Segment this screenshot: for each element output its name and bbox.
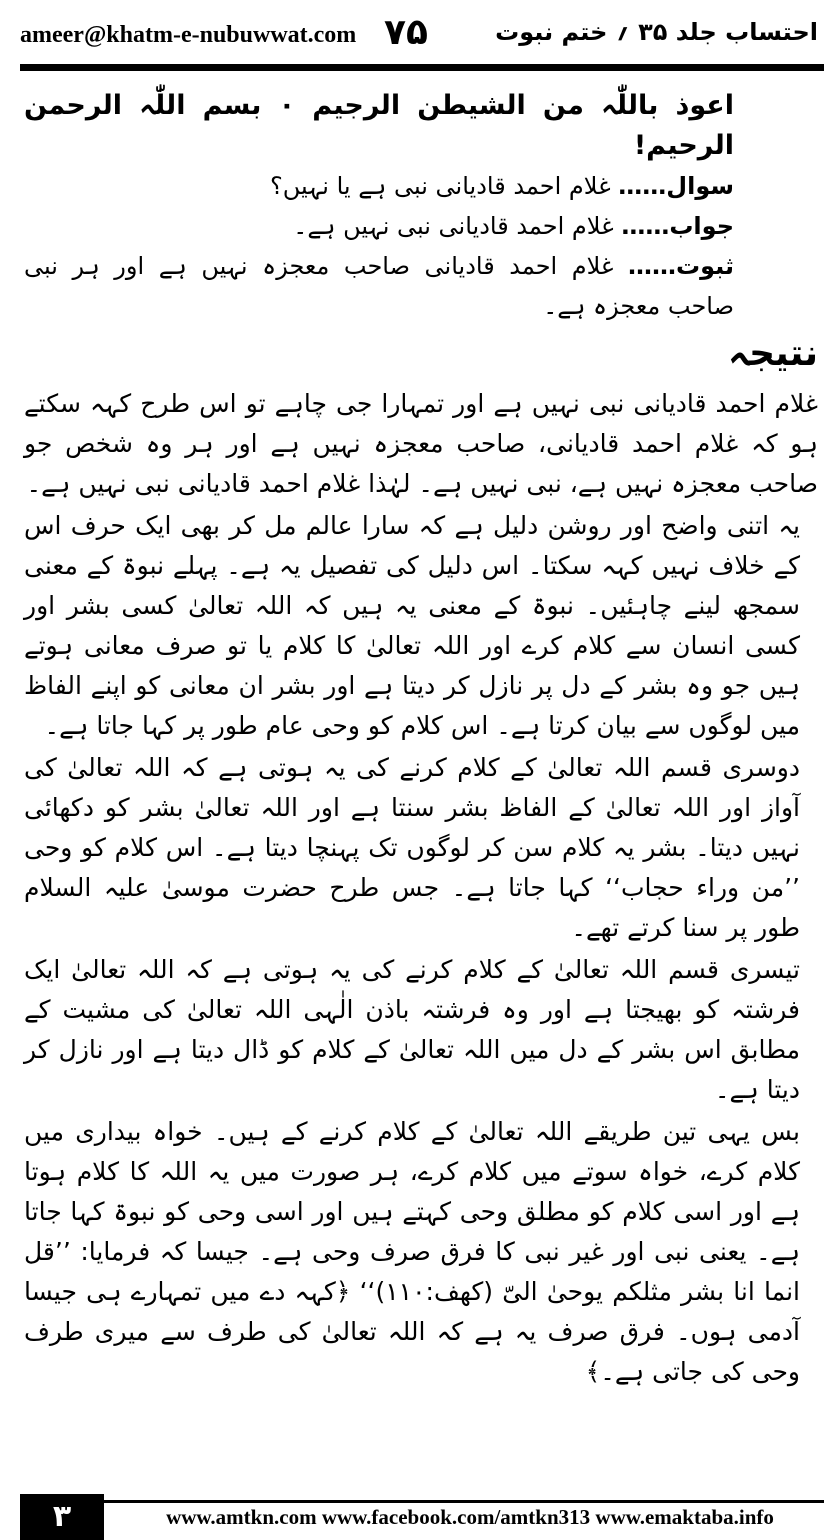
section-heading: نتیجہ xyxy=(728,333,818,374)
paragraph-2: یہ اتنی واضح اور روشن دلیل ہے کہ سارا عالم مل کر بھی ایک حرف اس کے خلاف نہیں کہہ سکتا۔ اس دلیل کی تفصیل یہ ہے۔ پہلے نبوۃ کے معنی سمجھ لینے چاہئیں۔ نبوۃ کے معنی یہ ہیں کہ اللہ تعالیٰ کسی بشر اور کسی انسان سے کلام کرے اور اللہ تعالیٰ کا کلام یا تو صرف معانی ہوتے ہیں جو وہ بشر کے دل پر نازل کر دیتا ہے اور بشر ان معانی کو اپنے الفاظ میں لوگوں سے بیان کرتا ہے۔ اس کلام کو وحی عام طور پر کہا جاتا ہے۔ xyxy=(24,511,800,740)
book-title: احتساب جلد ۳۵ ؍ ختم نبوت xyxy=(495,18,818,46)
header-email: ameer@khatm-e-nubuwwat.com xyxy=(20,22,357,48)
page-number: ۷۵ xyxy=(384,12,428,53)
paragraph-5: بس یہی تین طریقے اللہ تعالیٰ کے کلام کرنے کے ہیں۔ خواہ بیداری میں کلام کرے، خواہ سوتے میں کلام کرے، ہر صورت میں یہ اللہ کا کلام ہوتا ہے اور اسی کلام کو مطلق وحی کہتے ہیں اور اسی وحی کو نبوۃ کہا جاتا ہے۔ یعنی نبی اور غیر نبی کا فرق صرف وحی ہے۔ جیسا کہ فرمایا: ’’قل انما انا بشر مثلکم یوحیٰ الیّ (کھف:۱۱۰)‘‘ ﴿کہہ دے میں تمہارے ہی جیسا آدمی ہوں۔ فرق صرف یہ ہے کہ اللہ تعالیٰ کی طرف سے میری طرف وحی کی جاتی ہے۔﴾ xyxy=(24,1117,800,1386)
proof-label: ثبوت…… xyxy=(628,252,734,280)
footer-links: www.amtkn.com www.facebook.com/amtkn313 www.emaktaba.info xyxy=(166,1505,774,1529)
answer-text: غلام احمد قادیانی نبی نہیں ہے۔ xyxy=(293,212,614,240)
answer-label: جواب…… xyxy=(621,212,734,240)
footer-page-box: ۳ xyxy=(20,1494,104,1540)
question-line xyxy=(24,166,818,206)
page-header xyxy=(0,0,840,70)
page-body xyxy=(24,86,818,1392)
proof-line xyxy=(24,246,818,326)
question-text: غلام احمد قادیانی نبی ہے یا نہیں؟ xyxy=(269,172,611,200)
question-label: سوال…… xyxy=(618,172,734,200)
paragraph-3: دوسری قسم اللہ تعالیٰ کے کلام کرنے کی یہ ہوتی ہے کہ اللہ تعالیٰ کی آواز اور اللہ تعالیٰ کے الفاظ بشر سنتا ہے اور اللہ تعالیٰ بشر کو دکھائی نہیں دیتا۔ بشر یہ کلام سن کر لوگوں تک پہنچا دیتا ہے۔ اس کلام کو وحی ’’من وراء حجاب‘‘ کہا جاتا ہے۔ جس طرح حضرت موسیٰ علیہ السلام طور پر سنا کرتے تھے۔ xyxy=(24,753,800,942)
answer-line xyxy=(24,206,818,246)
header-rule xyxy=(20,64,824,71)
bismillah-line: اعوذ باللّٰہ من الشیطن الرجیم ۰ بسم اللّٰہ الرحمن الرحیم! xyxy=(24,90,734,161)
proof-text: غلام احمد قادیانی صاحب معجزہ نہیں ہے اور ہر نبی صاحب معجزہ ہے۔ xyxy=(24,252,734,320)
footer-rule xyxy=(20,1500,824,1503)
paragraph-1: غلام احمد قادیانی نبی نہیں ہے اور تمہارا جی چاہے تو اس طرح کہہ سکتے ہو کہ غلام احمد قادیانی، صاحب معجزہ نہیں ہے اور ہر وہ شخص جو صاحب معجزہ نہیں ہے، نبی نہیں ہے۔ لہٰذا غلام احمد قادیانی نبی نہیں ہے۔ xyxy=(24,389,818,498)
paragraph-4: تیسری قسم اللہ تعالیٰ کے کلام کرنے کی یہ ہوتی ہے کہ اللہ تعالیٰ ایک فرشتہ کو بھیجتا ہے اور وہ فرشتہ باذن الٰہی اللہ تعالیٰ کی مشیت کے مطابق اس بشر کے دل میں اللہ تعالیٰ کے کلام کو ڈال دیتا ہے اور نازل کر دیتا ہے۔ xyxy=(24,955,800,1104)
